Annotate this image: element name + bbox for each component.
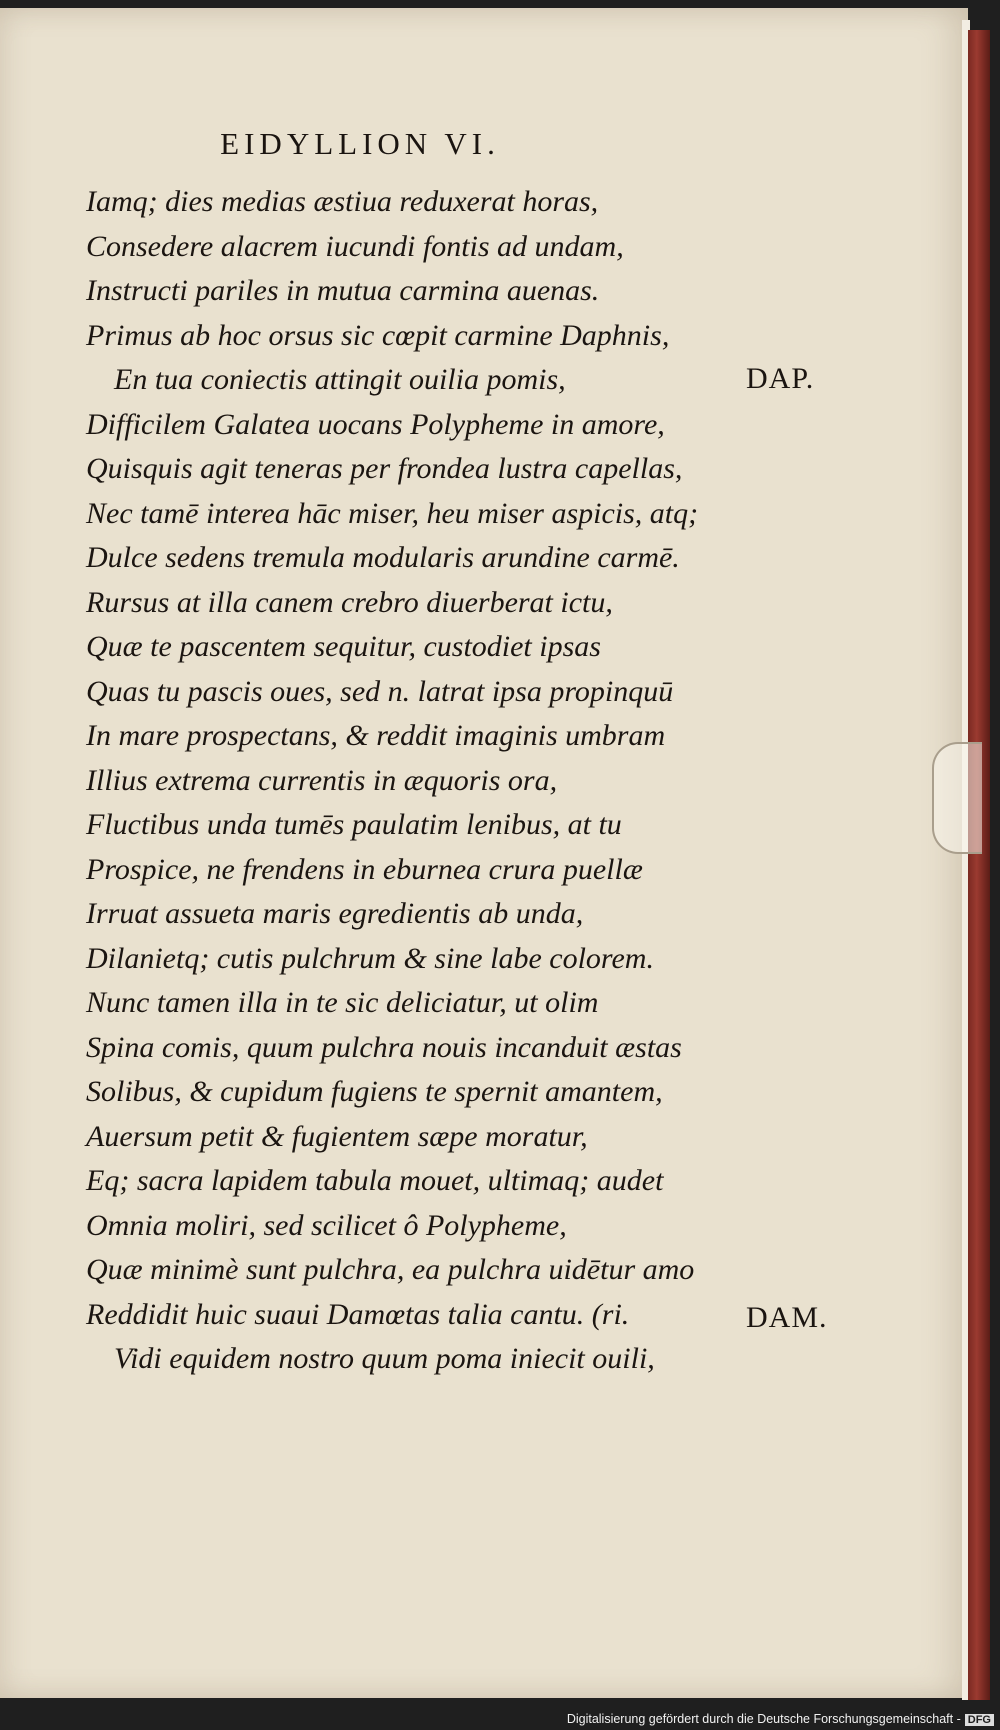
verse-line: Nec tamē interea hāc miser, heu miser aspicis, atq; [86, 496, 699, 530]
running-header: EIDYLLION VI. [220, 126, 500, 161]
verse-line: In mare prospectans, & reddit imaginis umbram [86, 719, 666, 752]
book-page [0, 8, 968, 1698]
verse-line: Illius extrema currentis in æquoris ora, [86, 763, 558, 797]
verse-line: Quæ te pascentem sequitur, custodiet ipsas [86, 630, 601, 663]
verse-line: En tua coniectis attingit ouilia pomis, [114, 363, 566, 396]
speaker-label-dam: DAM. [746, 1301, 828, 1334]
verse-line: Omnia moliri, sed scilicet ô Polypheme, [86, 1208, 567, 1242]
verse-line: Nunc tamen illa in te sic deliciatur, ut olim [86, 986, 599, 1019]
verse-line: Auersum petit & fugientem sæpe moratur, [86, 1119, 588, 1153]
verse-block [86, 180, 776, 1382]
verse-line: Reddidit huic suaui Damœtas talia cantu. (ri. [86, 1297, 630, 1331]
verse-line: Dilanietq; cutis pulchrum & sine labe colorem. [86, 941, 654, 975]
verse-line: Consedere alacrem iucundi fontis ad undam, [86, 229, 624, 263]
verse-line: Quas tu pascis oues, sed n. latrat ipsa propinquū [86, 674, 674, 708]
book-cover-edge [968, 30, 990, 1700]
verse-line: Eq; sacra lapidem tabula mouet, ultimaq; audet [86, 1164, 664, 1197]
verse-line: Difficilem Galatea uocans Polypheme in amore, [86, 407, 665, 441]
footer-text: Digitalisierung gefördert durch die Deutsche Forschungsgemeinschaft - [566, 1712, 961, 1726]
dfg-logo-icon: DFG [965, 1714, 994, 1726]
verse-line: Vidi equidem nostro quum poma iniecit ouili, [114, 1342, 655, 1375]
page-clip [932, 742, 982, 854]
digitization-footer [567, 1712, 994, 1726]
verse-line: Quisquis agit teneras per frondea lustra capellas, [86, 452, 683, 485]
verse-line: Quæ minimè sunt pulchra, ea pulchra uidētur amo [86, 1253, 695, 1286]
verse-line: Fluctibus unda tumēs paulatim lenibus, at tu [86, 808, 622, 841]
verse-line: Primus ab hoc orsus sic cœpit carmine Daphnis, [86, 318, 670, 352]
verse-line: Spina comis, quum pulchra nouis incanduit æstas [86, 1030, 682, 1064]
verse-line: Dulce sedens tremula modularis arundine carmē. [86, 541, 680, 574]
verse-line: Rursus at illa canem crebro diuerberat ictu, [86, 585, 613, 619]
verse-line: Solibus, & cupidum fugiens te spernit amantem, [86, 1075, 663, 1108]
verse-line: Instructi pariles in mutua carmina auenas. [86, 274, 600, 307]
speaker-label-dap: DAP. [746, 362, 815, 395]
verse-line: Irruat assueta maris egredientis ab unda, [86, 897, 584, 930]
verse-line: Prospice, ne frendens in eburnea crura puellæ [86, 852, 643, 886]
verse-line: Iamq; dies medias æstiua reduxerat horas, [86, 185, 599, 218]
